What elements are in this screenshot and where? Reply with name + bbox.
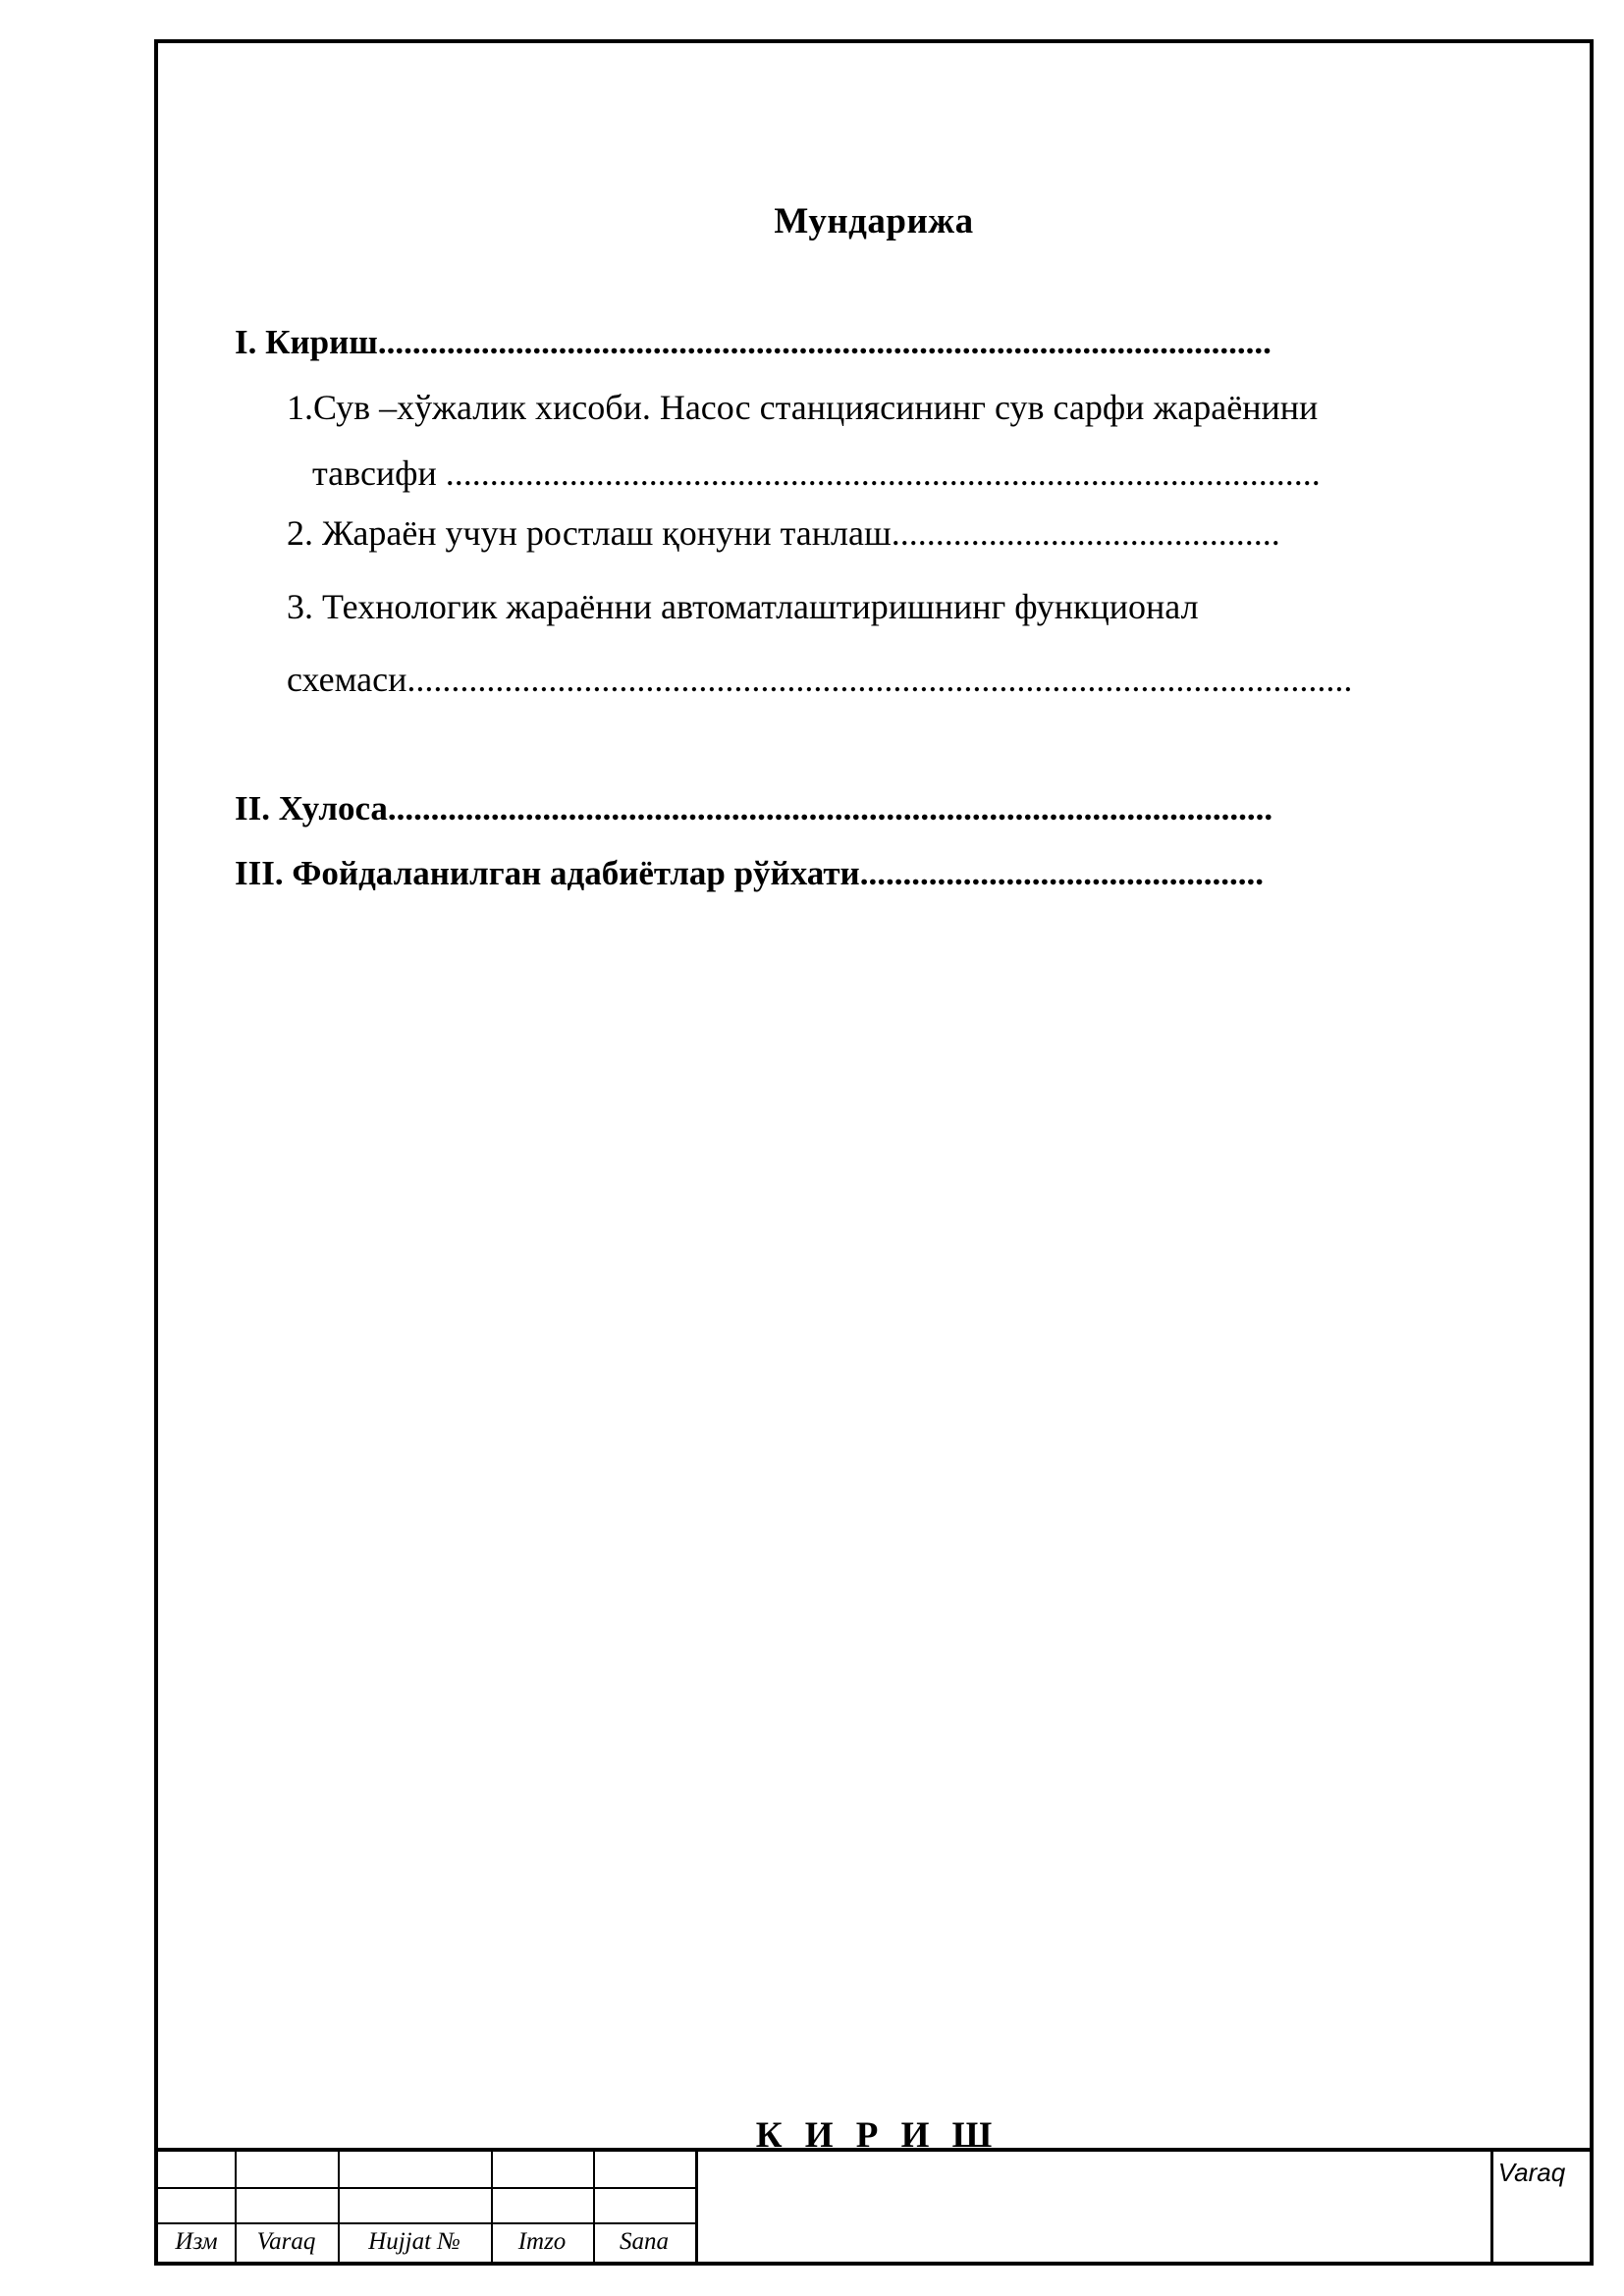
sheet-number-label: Varaq: [1497, 2158, 1566, 2187]
column-label-change: Изм: [175, 2228, 218, 2255]
toc-entry-references: [235, 854, 1331, 893]
toc-entry-section-2: [287, 512, 1309, 554]
toc-entry-text: 3. Технологик жараённи автоматлаштиришнинг функционал: [287, 587, 1199, 626]
toc-leader-dots: ............................................: [891, 513, 1280, 553]
column-label-date: Sana: [620, 2228, 669, 2255]
toc-entry-conclusion: [235, 789, 1380, 828]
toc-leader-dots: ...........................................................................................................: [406, 660, 1353, 699]
column-label-sheet: Varaq: [256, 2228, 316, 2255]
toc-entry-text: II. Хулоса: [235, 789, 388, 828]
column-label-document-number: Hujjat №: [368, 2228, 460, 2255]
toc-entry-text: III. Фойдаланилган адабиётлар рўйхати: [235, 854, 860, 892]
toc-entry-introduction: [235, 323, 1375, 362]
toc-leader-dots: .......................................................................................................: [387, 789, 1273, 828]
introduction-heading: К И Р И Ш: [755, 2115, 993, 2156]
title-block: [158, 2148, 1590, 2262]
column-label-signature: Imzo: [517, 2228, 567, 2255]
toc-entry-text: 2. Жараён учун ростлаш қонуни танлаш: [287, 513, 892, 553]
toc-title: Мундарижа: [774, 201, 974, 241]
toc-entry-text: I. Кириш: [235, 323, 378, 361]
toc-entry-text: тавсифи: [312, 454, 446, 493]
toc-leader-dots: ...............................................: [859, 854, 1264, 892]
title-block-divider: [695, 2152, 698, 2262]
toc-entry-text: схемаси: [287, 660, 407, 699]
toc-entry-section-3: [287, 586, 1199, 627]
toc-entry-section-1: [287, 387, 1318, 428]
toc-entry-text: 1.Сув –хўжалик хисоби. Насос станциясининг сув сарфи жараёнини: [287, 388, 1319, 427]
toc-entry-section-3-cont: [287, 659, 1374, 700]
page-frame: [154, 39, 1594, 2266]
toc-leader-dots: ........................................................................................................: [377, 323, 1272, 361]
toc-leader-dots: ...................................................................................................: [445, 454, 1321, 493]
title-block-row-line: [158, 2187, 696, 2189]
toc-entry-section-1-cont: [312, 453, 1359, 494]
